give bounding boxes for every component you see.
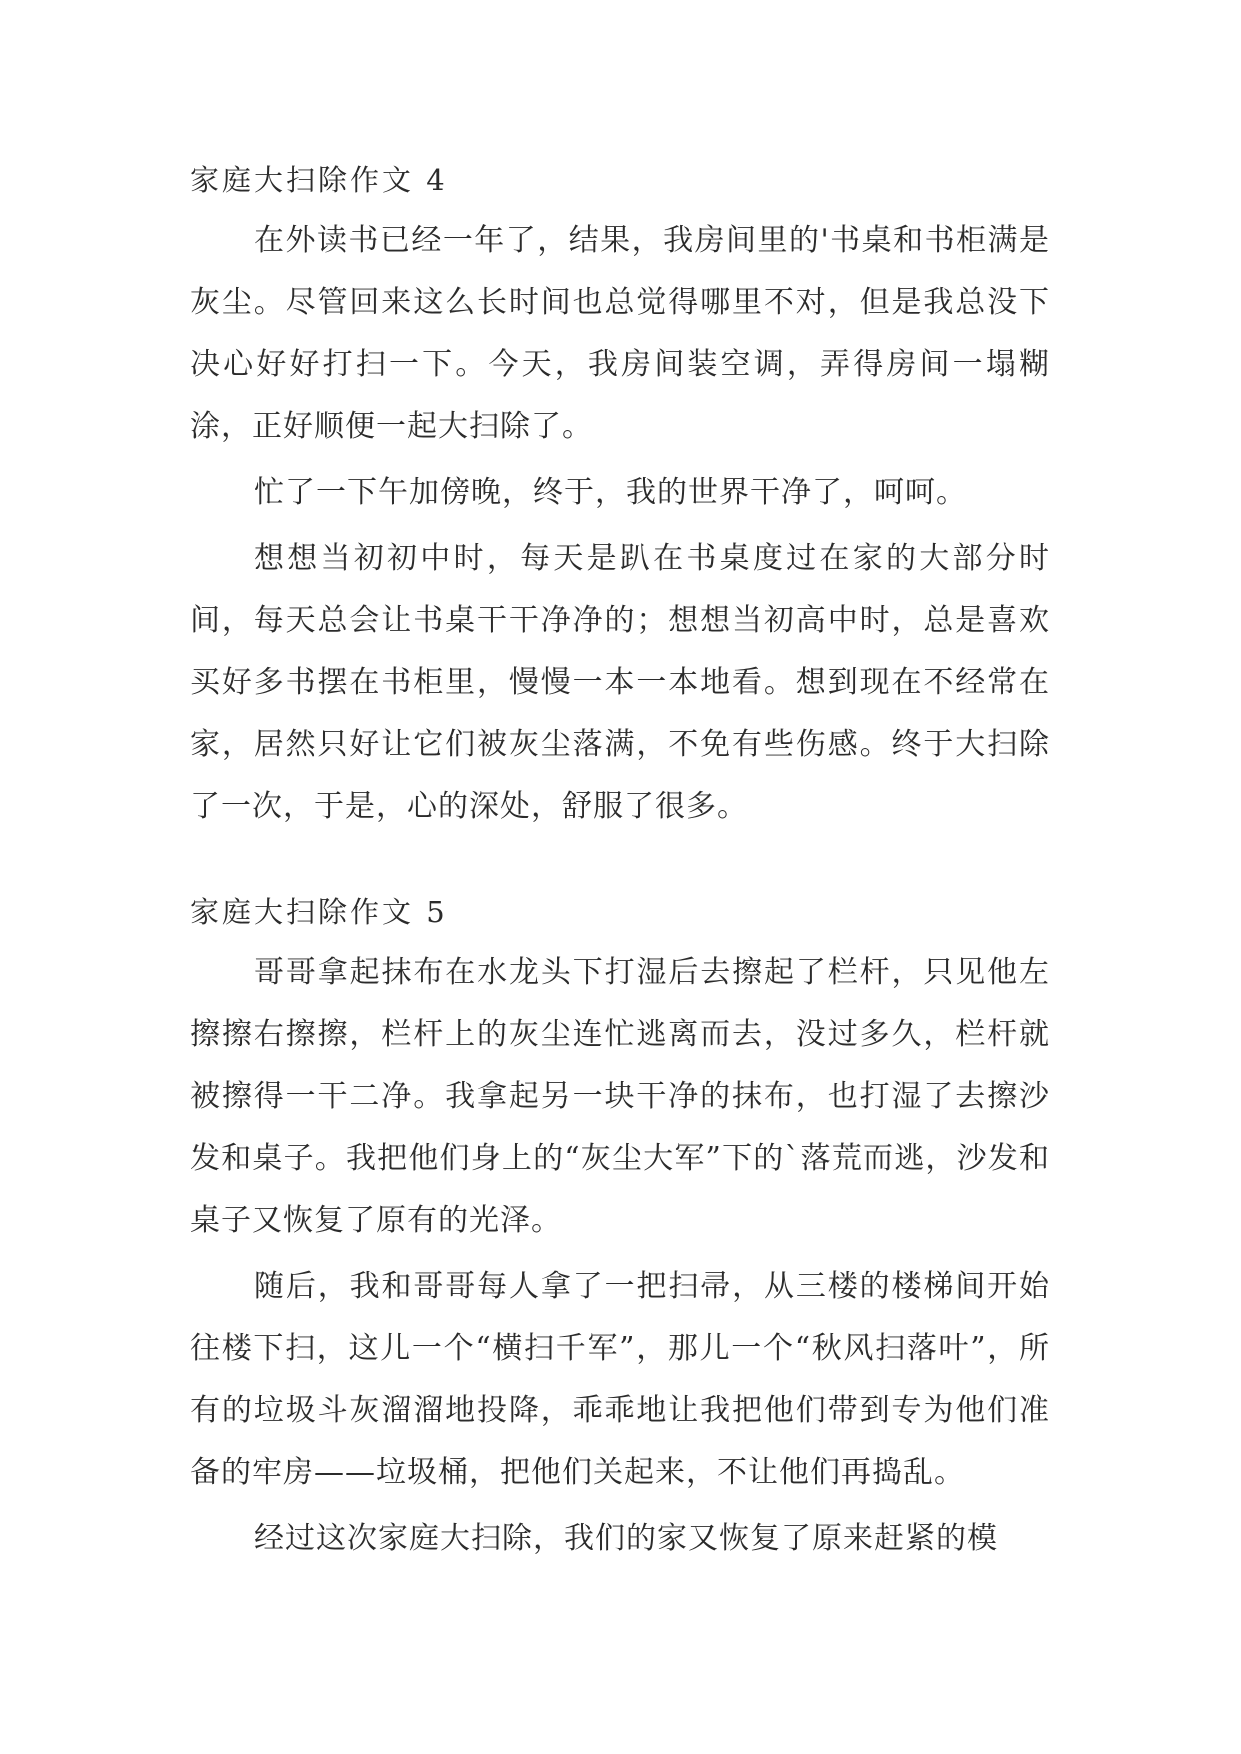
paragraph: 想想当初初中时，每天是趴在书桌度过在家的大部分时间，每天总会让书桌干干净净的；想想当初高中时，总是喜欢买好多书摆在书柜里，慢慢一本一本地看。想到现在不经常在家，居然只好让它们被灰尘落满，不免有些伤感。终于大扫除了一次，于是，心的深处，舒服了很多。 (190, 541, 1050, 824)
paragraph: 随后，我和哥哥每人拿了一把扫帚，从三楼的楼梯间开始往楼下扫，这儿一个“横扫千军”，那儿一个“秋风扫落叶”，所有的垃圾斗灰溜溜地投降，乖乖地让我把他们带到专为他们准备的牢房——垃圾桶，把他们关起来，不让他们再捣乱。 (190, 1269, 1050, 1490)
paragraph: 忙了一下午加傍晚，终于，我的世界干净了，呵呵。 (254, 475, 967, 510)
section-heading: 家庭大扫除作文 5 (190, 895, 448, 929)
document-page (190, 150, 1050, 1574)
paragraph: 在外读书已经一年了，结果，我房间里的'书桌和书柜满是灰尘。尽管回来这么长时间也总觉得哪里不对，但是我总没下决心好好打扫一下。今天，我房间装空调，弄得房间一塌糊涂，正好顺便一起大扫除了。 (190, 223, 1050, 444)
paragraph: 哥哥拿起抹布在水龙头下打湿后去擦起了栏杆，只见他左擦擦右擦擦，栏杆上的灰尘连忙逃离而去，没过多久，栏杆就被擦得一干二净。我拿起另一块干净的抹布，也打湿了去擦沙发和桌子。我把他们身上的“灰尘大军”下的`落荒而逃，沙发和桌子又恢复了原有的光泽。 (190, 955, 1050, 1238)
section-heading: 家庭大扫除作文 4 (190, 163, 448, 197)
paragraph: 经过这次家庭大扫除，我们的家又恢复了原来赶紧的模 (254, 1521, 998, 1556)
essay-section-4 (190, 150, 1050, 838)
essay-section-5 (190, 882, 1050, 1570)
